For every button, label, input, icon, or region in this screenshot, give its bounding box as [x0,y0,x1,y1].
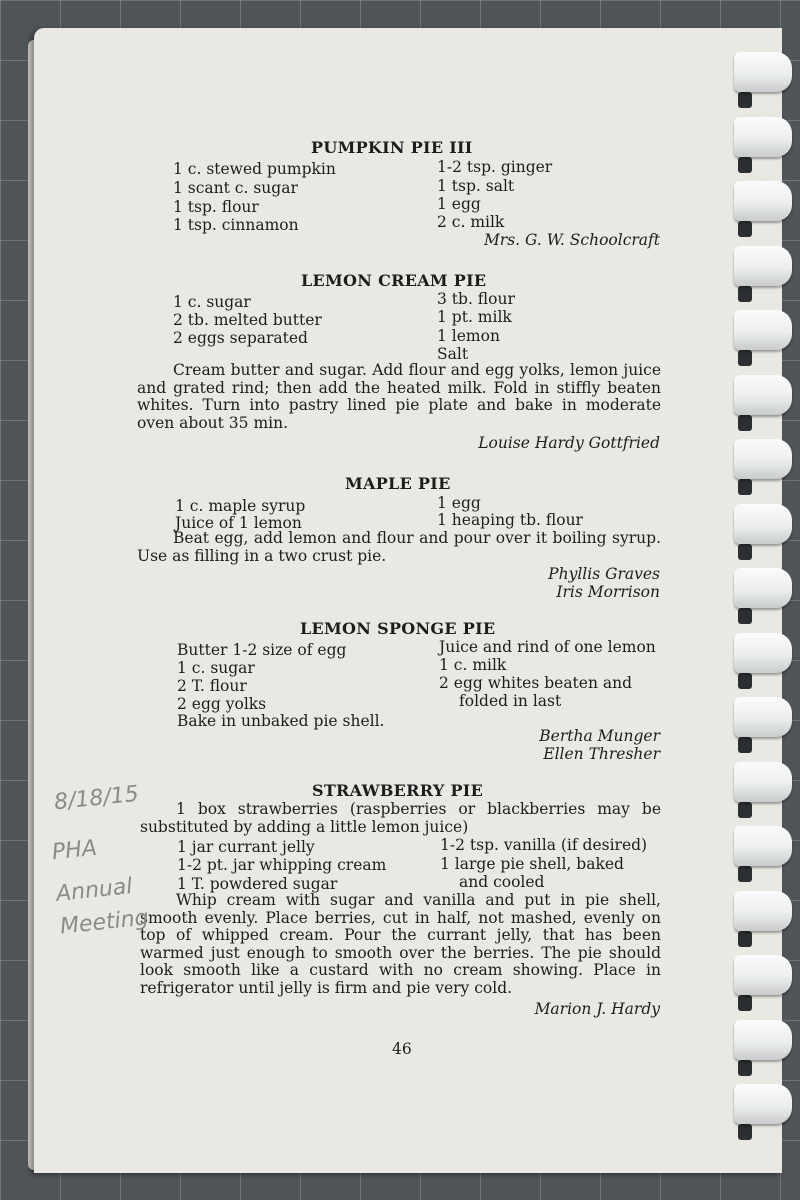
cookbook-page [34,28,782,1173]
binding-coil [734,762,792,802]
binding-coil [734,1020,792,1060]
recipe-author: Iris Morrison [556,583,660,601]
binding-hole [738,737,752,753]
recipe-author: Bertha Munger [539,727,660,745]
ingredient: 2 egg yolks [177,695,267,713]
ingredient: 1 scant c. sugar [173,179,298,197]
binding-coil [734,955,792,995]
ingredient: 1 tsp. flour [173,198,259,216]
recipe-author: Phyllis Graves [548,565,660,583]
recipe-title: LEMON SPONGE PIE [300,619,496,638]
binding-coil [734,246,792,286]
binding-coil [734,891,792,931]
recipe-title: LEMON CREAM PIE [301,271,487,290]
recipe-intro: 1 box strawberries (raspberries or blackberries may be substituted by adding a little lemon juice) [140,800,661,836]
binding-hole [738,1060,752,1076]
binding-hole [738,995,752,1011]
ingredient: 1 c. sugar [173,293,251,311]
ingredient: 1 c. stewed pumpkin [173,160,336,178]
binding-hole [738,1124,752,1140]
binding-coil [734,117,792,157]
ingredient: 1 heaping tb. flour [437,511,583,529]
binding-coil [734,697,792,737]
ingredient: 2 c. milk [437,213,505,231]
binding-coil [734,181,792,221]
ingredient: 2 eggs separated [173,329,308,347]
ingredient: Butter 1-2 size of egg [177,641,347,659]
recipe-title: STRAWBERRY PIE [312,781,484,800]
binding-hole [738,286,752,302]
binding-hole [738,157,752,173]
binding-coil [734,504,792,544]
binding-hole [738,479,752,495]
ingredient: 1 T. powdered sugar [177,875,338,893]
binding-coil [734,826,792,866]
ingredient: 1 c. sugar [177,659,255,677]
ingredient: Juice and rind of one lemon [439,638,656,656]
binding-coil [734,439,792,479]
binding-hole [738,802,752,818]
ingredient: 1 pt. milk [437,308,512,326]
ingredient: folded in last [459,692,562,710]
ingredient: 1-2 tsp. vanilla (if desired) [440,836,648,854]
ingredient: 1 jar currant jelly [177,838,315,856]
recipe-author: Louise Hardy Gottfried [478,434,660,452]
ingredient: 2 T. flour [177,677,247,695]
binding-hole [738,221,752,237]
ingredient: 2 egg whites beaten and [439,674,633,692]
ingredient: 1-2 tsp. ginger [437,158,553,176]
binding-coil [734,633,792,673]
ingredient: 1 large pie shell, baked [440,855,624,873]
binding-coil [734,52,792,92]
handwritten-note: PHA [50,835,99,866]
binding-coil [734,568,792,608]
ingredient: 1 egg [437,195,481,213]
binding-hole [738,673,752,689]
ingredient: and cooled [459,873,545,891]
recipe-author: Ellen Thresher [543,745,660,763]
recipe-directions: Whip cream with sugar and vanilla and put in pie shell, smooth evenly. Place berries, cut in half, not mashed, evenly on top of whipped cream. Pour the currant jelly, that has been warmed just enough to smooth over the berries. The pie should look smooth like a custard with no cream showing. Place in refrigerator until jelly is firm and pie very cold. [140,891,661,997]
ingredient: 1-2 pt. jar whipping cream [177,856,387,874]
ingredient: 3 tb. flour [437,290,515,308]
binding-coil [734,310,792,350]
ingredient: 1 c. maple syrup [175,497,306,515]
ingredient: 1 tsp. cinnamon [173,216,299,234]
recipe-directions: Beat egg, add lemon and flour and pour over it boiling syrup. Use as filling in a two crust pie. [137,529,661,565]
recipe-title: PUMPKIN PIE III [311,138,473,157]
binding-hole [738,544,752,560]
recipe-author: Marion J. Hardy [534,1000,660,1018]
binding-coil [734,1084,792,1124]
ingredient: 1 lemon [437,327,500,345]
binding-hole [738,415,752,431]
recipe-title: MAPLE PIE [345,474,451,493]
handwritten-note: Meeting [58,905,150,940]
ingredient: 1 c. milk [439,656,507,674]
handwritten-date: 8/18/15 [52,781,140,816]
binding-hole [738,350,752,366]
page-number: 46 [392,1040,412,1058]
spiral-binding [722,30,800,1170]
ingredient: 1 tsp. salt [437,177,515,195]
recipe-author: Mrs. G. W. Schoolcraft [483,231,660,249]
handwritten-note: Annual [54,874,134,907]
ingredient: 1 egg [437,494,481,512]
binding-hole [738,608,752,624]
binding-hole [738,92,752,108]
binding-coil [734,375,792,415]
recipe-directions: Bake in unbaked pie shell. [177,712,385,730]
ingredient: Juice of 1 lemon [175,514,302,532]
ingredient: 2 tb. melted butter [173,311,322,329]
binding-hole [738,866,752,882]
recipe-directions: Cream butter and sugar. Add flour and egg yolks, lemon juice and grated rind; then add the heated milk. Fold in stiffly beaten whites. Turn into pastry lined pie plate and bake in moderate oven about 35 min. [137,361,661,432]
binding-hole [738,931,752,947]
ingredient: Salt [437,345,469,363]
